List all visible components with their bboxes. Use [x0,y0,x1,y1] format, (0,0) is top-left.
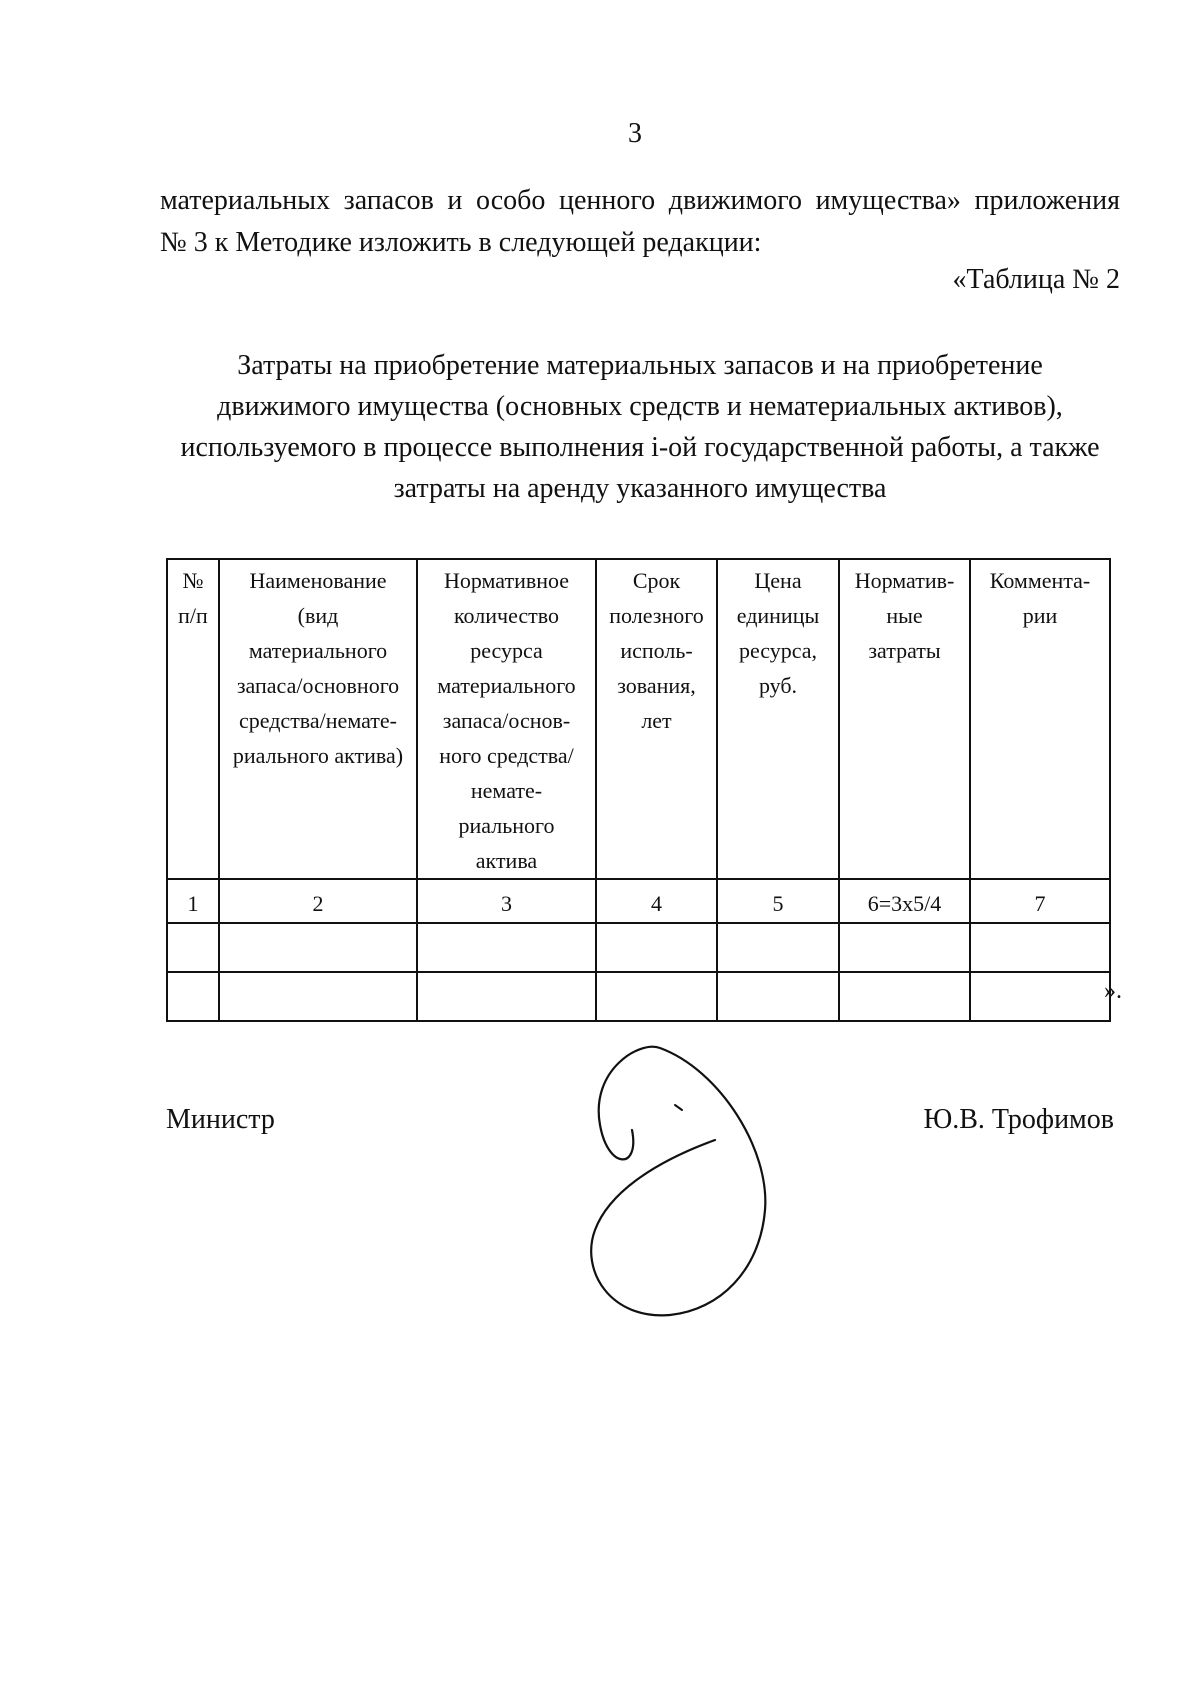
header-cell-name: Наименование (вид материального запаса/основного средства/немате- риального актива) [219,559,417,879]
table-row-empty [167,923,1110,972]
numbering-cell: 1 [167,879,219,923]
empty-cell [717,923,839,972]
header-cell-number: № п/п [167,559,219,879]
empty-cell [839,972,970,1021]
handwritten-signature [580,1030,780,1320]
table-label: «Таблица № 2 [952,264,1120,295]
numbering-cell: 7 [970,879,1110,923]
header-cell-norm-quantity: Нормативное количество ресурса материального запаса/основ- ного средства/ немате- риального актива [417,559,596,879]
table-header-row [167,559,1110,879]
heading-line: движимого имущества (основных средств и нематериальных активов), [217,391,1063,422]
signatory-name: Ю.В. Трофимов [923,1104,1114,1135]
page-number: 3 [628,118,642,149]
header-cell-norm-costs: Норматив- ные затраты [839,559,970,879]
numbering-cell: 5 [717,879,839,923]
numbering-cell: 6=3x5/4 [839,879,970,923]
empty-cell [417,923,596,972]
heading-line: используемого в процессе выполнения i-ой государственной работы, а также [180,432,1100,463]
empty-cell [167,972,219,1021]
table-row-empty [167,972,1110,1021]
intro-paragraph-line-2: № 3 к Методике изложить в следующей редакции: [160,227,762,258]
empty-cell [717,972,839,1021]
header-cell-useful-life: Срок полезного исполь- зования, лет [596,559,717,879]
header-cell-comments: Коммента- рии [970,559,1110,879]
table-heading [160,345,1120,509]
empty-cell [596,972,717,1021]
empty-cell [839,923,970,972]
header-cell-unit-price: Цена единицы ресурса, руб. [717,559,839,879]
intro-paragraph-line-1: материальных запасов и особо ценного движимого имущества» приложения [160,185,1120,216]
empty-cell [219,972,417,1021]
empty-cell [167,923,219,972]
heading-line: затраты на аренду указанного имущества [393,473,887,504]
empty-cell [970,972,1110,1021]
empty-cell [417,972,596,1021]
numbering-cell: 3 [417,879,596,923]
empty-cell [970,923,1110,972]
numbering-cell: 2 [219,879,417,923]
empty-cell [596,923,717,972]
empty-cell [219,923,417,972]
signatory-role: Министр [166,1104,275,1135]
table-numbering-row [167,879,1110,923]
numbering-cell: 4 [596,879,717,923]
heading-line: Затраты на приобретение материальных запасов и на приобретение [237,350,1043,381]
closing-quote: ». [1104,978,1122,1004]
norms-table [166,558,1111,1022]
